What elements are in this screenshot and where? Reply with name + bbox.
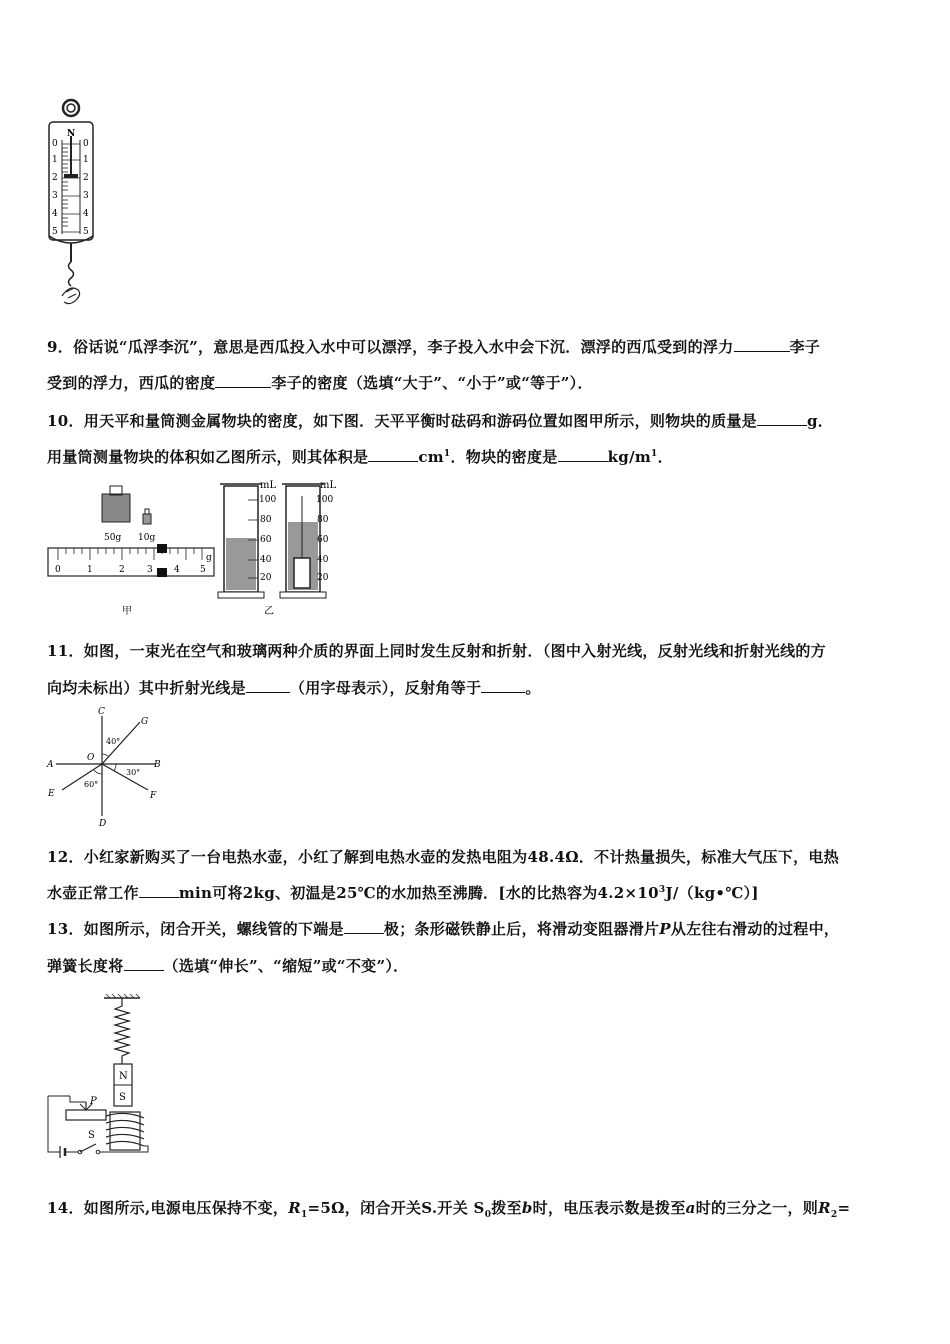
hand-icon xyxy=(62,288,80,304)
svg-text:4: 4 xyxy=(174,565,180,575)
svg-text:B: B xyxy=(154,760,161,770)
svg-text:0: 0 xyxy=(83,139,89,149)
q12-line2: 水壶正常工作 min可将2kg、初温是25℃的水加热至沸腾．[水的比热容为$4.2\times 10^3J/(kg•℃)$] xyxy=(47,884,759,902)
svg-text:30°: 30° xyxy=(126,768,141,777)
svg-text:60°: 60° xyxy=(84,780,99,789)
svg-text:100: 100 xyxy=(316,495,334,505)
svg-text:5: 5 xyxy=(52,227,58,237)
spring-pointer xyxy=(64,174,78,178)
weight-50g xyxy=(102,494,130,522)
svg-text:40: 40 xyxy=(260,555,272,565)
svg-text:100: 100 xyxy=(259,495,277,505)
svg-text:40: 40 xyxy=(317,555,329,565)
svg-text:S: S xyxy=(88,1130,95,1141)
cylinder-1 xyxy=(218,480,276,598)
rider-top xyxy=(157,544,167,553)
svg-text:5: 5 xyxy=(83,227,89,237)
svg-text:80: 80 xyxy=(260,515,272,525)
spring-unit-label: N xyxy=(67,129,76,139)
svg-text:mL: mL xyxy=(320,480,337,491)
svg-text:50g: 50g xyxy=(104,533,122,543)
svg-text:甲: 甲 xyxy=(122,606,132,617)
svg-text:20: 20 xyxy=(317,573,329,583)
cylinder-2 xyxy=(280,480,336,598)
q12-line1: 12．小红家新购买了一台电热水壶，小红了解到电热水壶的发热电阻为48.4Ω．不计热量损失，标准大气压下，电热 xyxy=(47,848,839,866)
svg-text:mL: mL xyxy=(260,480,277,491)
q10-blank-mass[interactable] xyxy=(757,411,807,426)
svg-text:S: S xyxy=(119,1092,126,1103)
svg-text:0: 0 xyxy=(52,139,58,149)
svg-text:5: 5 xyxy=(200,565,206,575)
svg-text:G: G xyxy=(141,717,149,727)
q13-blank-spring[interactable] xyxy=(124,956,164,971)
metal-block xyxy=(294,558,310,588)
q13-blank-pole[interactable] xyxy=(344,919,384,934)
q11-blank-refracted[interactable] xyxy=(246,678,290,693)
q10-line2: 用量筒测量物块的体积如乙图所示，则其体积是 $cm^1$．物块的密度是 $kg/m^1$． xyxy=(47,448,673,466)
svg-text:10g: 10g xyxy=(138,533,156,543)
svg-text:3: 3 xyxy=(83,191,89,201)
svg-text:2: 2 xyxy=(83,173,89,183)
q9-line2: 受到的浮力，西瓜的密度 李子的密度（选填“大于”、“小于”或“等于”）． xyxy=(47,374,593,392)
svg-text:A: A xyxy=(47,760,54,770)
svg-text:2: 2 xyxy=(119,565,125,575)
q10-blank-density[interactable] xyxy=(558,447,608,462)
svg-text:4: 4 xyxy=(52,209,58,219)
svg-text:60: 60 xyxy=(317,535,329,545)
q12-blank-time[interactable] xyxy=(139,883,179,898)
q9-line1: 9．俗话说“瓜浮李沉”，意思是西瓜投入水中可以漂浮，李子投入水中会下沉．漂浮的西瓜受到的浮力 李子 xyxy=(47,338,821,356)
circuit-figure xyxy=(40,992,160,1164)
svg-text:g: g xyxy=(206,553,212,563)
q11-line2: 向均未标出）其中折射光线是 （用字母表示），反射角等于 。 xyxy=(47,679,541,697)
svg-text:D: D xyxy=(99,819,107,828)
svg-text:1: 1 xyxy=(87,565,93,575)
svg-text:1: 1 xyxy=(52,155,58,165)
svg-text:20: 20 xyxy=(260,573,272,583)
svg-text:60: 60 xyxy=(260,535,272,545)
spring xyxy=(115,998,129,1064)
svg-text:0: 0 xyxy=(55,565,61,575)
svg-text:80: 80 xyxy=(317,515,329,525)
svg-text:E: E xyxy=(48,789,55,799)
ruler xyxy=(48,548,214,576)
svg-text:4: 4 xyxy=(83,209,89,219)
balance-cylinder-figure xyxy=(44,476,344,622)
svg-text:2: 2 xyxy=(52,173,58,183)
q9-blank1[interactable] xyxy=(734,337,790,352)
rider-bottom xyxy=(157,568,167,577)
q10-line1: 10．用天平和量筒测金属物块的密度，如下图．天平平衡时砝码和游码位置如图甲所示，则物块的质量是 g． xyxy=(47,412,834,430)
svg-text:F: F xyxy=(150,791,157,801)
spring-scale-figure xyxy=(40,96,100,312)
weight-10g xyxy=(143,514,151,524)
svg-text:P: P xyxy=(90,1096,97,1107)
rheostat xyxy=(66,1110,106,1120)
q13-line1: 13．如图所示，闭合开关，螺线管的下端是 极；条形磁铁静止后，将滑动变阻器滑片P从左往右滑动的过程中， xyxy=(47,920,840,938)
q9-blank2[interactable] xyxy=(215,373,271,388)
svg-text:1: 1 xyxy=(83,155,89,165)
q11-blank-angle[interactable] xyxy=(481,678,525,693)
svg-text:N: N xyxy=(119,1071,128,1082)
svg-text:O: O xyxy=(87,753,95,763)
svg-text:3: 3 xyxy=(147,565,153,575)
q11-line1: 11．如图，一束光在空气和玻璃两种介质的界面上同时发生反射和折射．（图中入射光线，反射光线和折射光线的方 xyxy=(47,642,826,660)
light-ray-figure xyxy=(40,704,170,828)
svg-text:40°: 40° xyxy=(106,737,121,746)
q14-line: 14．如图所示,电源电压保持不变，$R_1=5\Omega$，闭合开关S.开关 $S_0$拨至b时，电压表示数是拨至a时的三分之一，则$R_2=$ xyxy=(47,1199,851,1220)
q13-line2: 弹簧长度将 （选填“伸长”、“缩短”或“不变”）． xyxy=(47,957,409,975)
q10-blank-volume[interactable] xyxy=(368,447,418,462)
svg-text:乙: 乙 xyxy=(264,606,274,617)
svg-text:C: C xyxy=(98,707,105,717)
svg-text:3: 3 xyxy=(52,191,58,201)
